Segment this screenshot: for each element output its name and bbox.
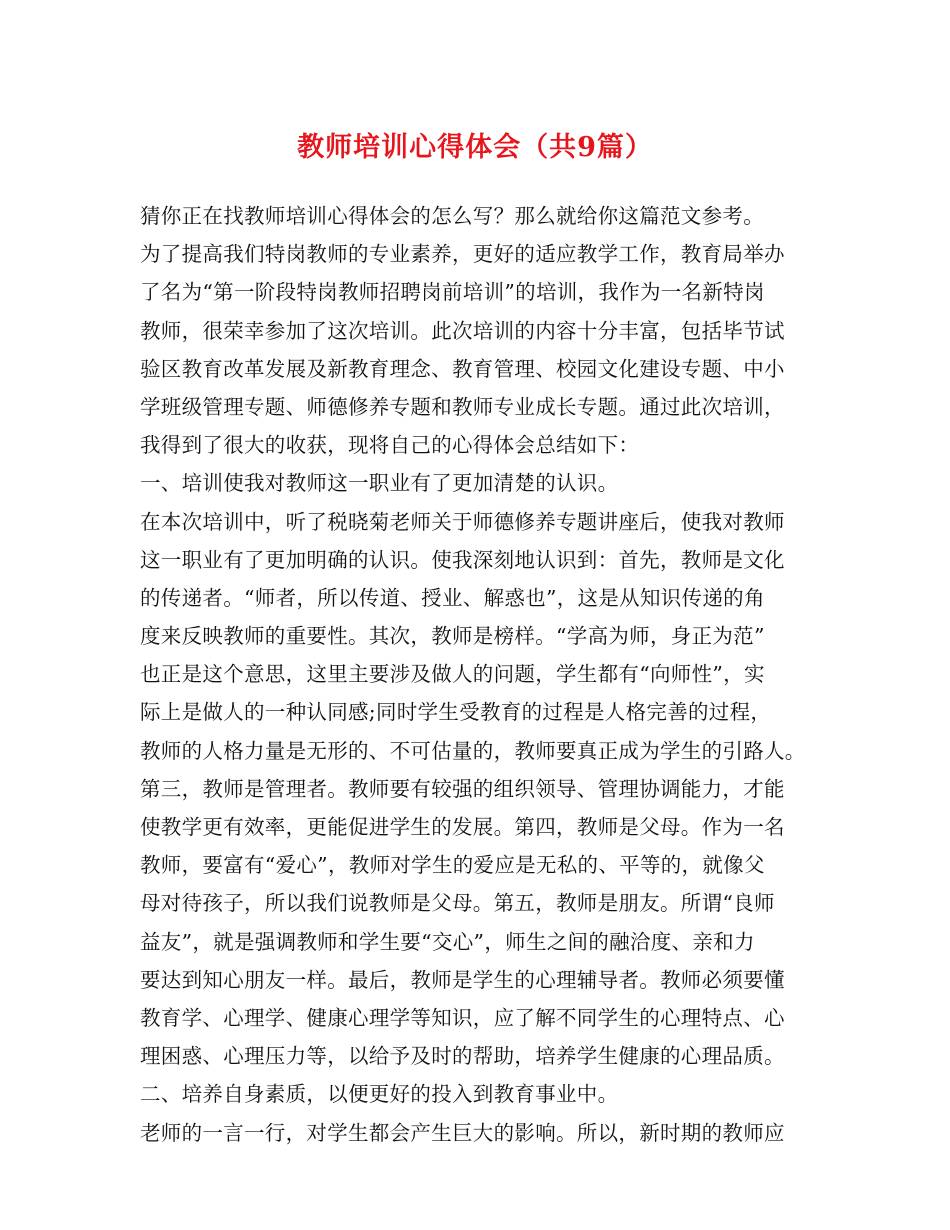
text-line: 老师的一言一行，对学生都会产生巨大的影响。所以，新时期的教师应	[140, 1120, 785, 1145]
text-line: 学班级管理专题、师德修养专题和教师专业成长专题。通过此次培训，	[140, 394, 785, 419]
text-line: 度来反映教师的重要性。其次，教师是榜样。“学高为师，身正为范”	[140, 624, 765, 649]
section-heading-2: 二、培养自身素质，以便更好的投入到教育事业中。	[140, 1082, 619, 1107]
text-line: 益友”，就是强调教师和学生要“交心”，师生之间的融洽度、亲和力	[140, 929, 755, 954]
text-line: 母对待孩子，所以我们说教师是父母。第五，教师是朋友。所谓“良师	[140, 891, 775, 916]
text-line: 教师，很荣幸参加了这次培训。此次培训的内容十分丰富，包括毕节试	[140, 318, 785, 343]
text-line: 我得到了很大的收获，现将自己的心得体会总结如下：	[140, 433, 640, 458]
text-line: 猜你正在找教师培训心得体会的怎么写？那么就给你这篇范文参考。	[140, 204, 764, 228]
text-line: 教师的人格力量是无形的、不可估量的，教师要真正成为学生的引路人。	[140, 738, 806, 763]
text-line: 验区教育改革发展及新教育理念、教育管理、校园文化建设专题、中小	[140, 356, 785, 381]
text-line: 在本次培训中，听了税晓菊老师关于师德修养专题讲座后，使我对教师	[140, 509, 785, 534]
text-line: 教师，要富有“爱心”，教师对学生的爱应是无私的、平等的，就像父	[140, 853, 765, 878]
text-line: 教育学、心理学、健康心理学等知识，应了解不同学生的心理特点、心	[140, 1005, 785, 1030]
text-line: 这一职业有了更加明确的认识。使我深刻地认识到：首先，教师是文化	[140, 547, 785, 572]
text-line: 了名为“第一阶段特岗教师招聘岗前培训”的培训，我作为一名新特岗	[140, 280, 765, 305]
text-line: 际上是做人的一种认同感;同时学生受教育的过程是人格完善的过程，	[140, 700, 772, 725]
section-heading-1: 一、培训使我对教师这一职业有了更加清楚的认识。	[140, 471, 619, 496]
text-line: 的传递者。“师者，所以传道、授业、解惑也”，这是从知识传递的角	[140, 585, 765, 610]
text-line: 为了提高我们特岗教师的专业素养，更好的适应教学工作，教育局举办	[140, 242, 785, 267]
text-line: 也正是这个意思，这里主要涉及做人的问题，学生都有“向师性”，实	[140, 662, 765, 687]
text-line: 第三，教师是管理者。教师要有较强的组织领导、管理协调能力，才能	[140, 776, 785, 801]
text-line: 使教学更有效率，更能促进学生的发展。第四，教师是父母。作为一名	[140, 815, 785, 839]
text-line: 要达到知心朋友一样。最后，教师是学生的心理辅导者。教师必须要懂	[140, 967, 785, 992]
document-title: 教师培训心得体会（共9篇）	[297, 132, 653, 163]
document-body	[140, 197, 830, 1152]
text-line: 理困惑、心理压力等，以给予及时的帮助，培养学生健康的心理品质。	[140, 1044, 785, 1069]
